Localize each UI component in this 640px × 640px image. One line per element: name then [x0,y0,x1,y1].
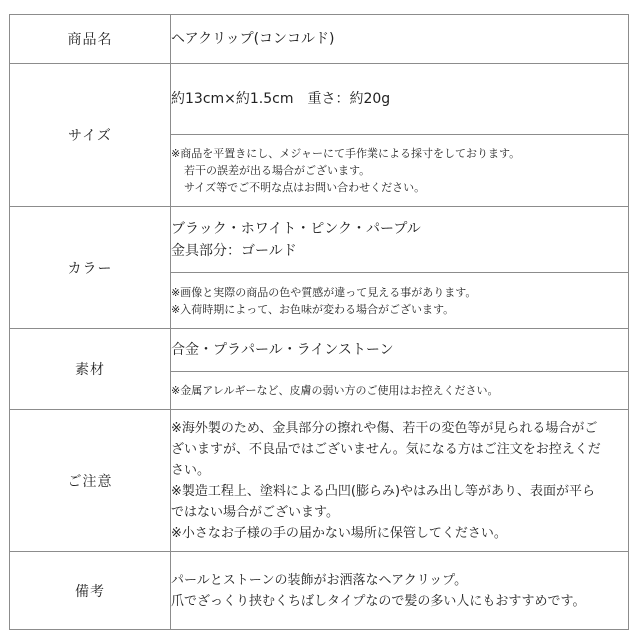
remarks-line-2: 爪でざっくり挟むくちばしタイプなので髪の多い人にもおすすめです。 [171,593,586,609]
label-caution: ご注意 [10,410,171,552]
caution-line-5: ではない場合がございます。 [171,504,339,520]
color-note-2: ※入荷時期によって、お色味が変わる場合がございます。 [171,302,455,316]
value-color [171,207,629,273]
remarks-text [171,552,629,630]
caution-text [171,410,629,552]
material-note: ※金属アレルギーなど、皮膚の弱い方のご使用はお控えください。 [171,372,629,410]
product-spec-table [9,14,629,630]
row-caution [10,410,629,552]
value-product-name: ヘアクリップ(コンコルド) [171,15,629,64]
row-product-name [10,15,629,64]
row-color [10,207,629,273]
color-note-1: ※画像と実際の商品の色や質感が違って見える事があります。 [171,285,477,299]
label-product-name: 商品名 [10,15,171,64]
value-material: 合金・プラパール・ラインストーン [171,329,629,372]
caution-line-3: さい。 [171,462,211,478]
remarks-line-1: パールとストーンの装飾がお洒落なヘアクリップ。 [171,572,468,588]
size-note-1: ※商品を平置きにし、メジャーにて手作業による採寸をしております。 [171,147,521,160]
caution-line-6: ※小さなお子様の手の届かない場所に保管してください。 [171,525,507,541]
caution-line-1: ※海外製のため、金具部分の擦れや傷、若干の変色等が見られる場合がご [171,420,598,436]
label-size: サイズ [10,64,171,207]
row-remarks [10,552,629,630]
value-size: 約13cm×約1.5cm 重さ：約20g [171,64,629,135]
caution-line-2: ざいますが、不良品ではございません。気になる方はご注文をお控えくだ [171,441,601,457]
caution-line-4: ※製造工程上、塗料による凸凹(膨らみ)やはみ出し等があり、表面が平ら [171,483,596,499]
size-note-2: 若干の誤差が出る場合がございます。 [184,164,371,177]
color-value-1: ブラック・ホワイト・ピンク・パープル [171,220,421,237]
size-notes [171,135,629,207]
row-material [10,329,629,372]
row-size [10,64,629,135]
label-color: カラー [10,207,171,329]
color-value-2: 金具部分：ゴールド [171,242,297,259]
size-note-3: サイズ等でご不明な点はお問い合わせください。 [184,181,426,194]
color-notes [171,273,629,329]
label-remarks: 備考 [10,552,171,630]
label-material: 素材 [10,329,171,410]
